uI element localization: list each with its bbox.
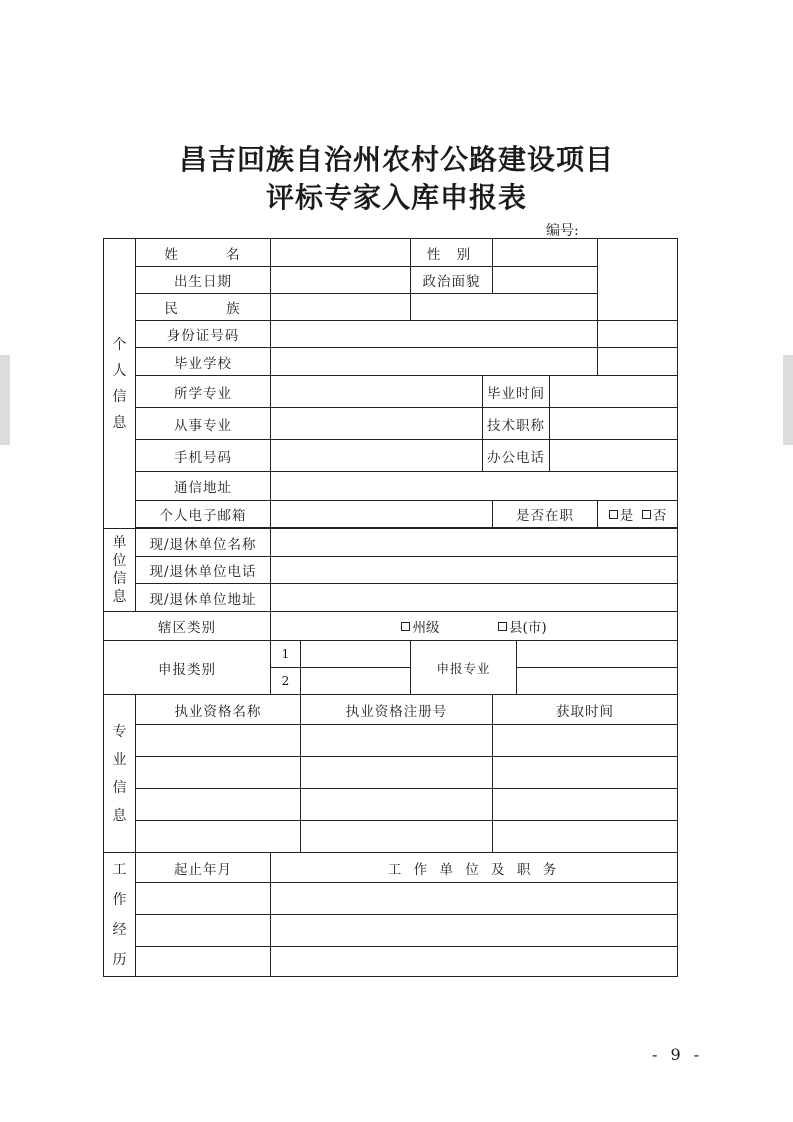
option-yes-label: 是 bbox=[619, 508, 634, 524]
field-apply-category-2[interactable] bbox=[301, 668, 411, 695]
checkbox-county[interactable] bbox=[498, 622, 507, 631]
header-registration-no: 执业资格注册号 bbox=[301, 695, 493, 725]
header-period: 起止年月 bbox=[136, 853, 271, 883]
label-unit-name: 现/退休单位名称 bbox=[136, 529, 271, 557]
field-district[interactable] bbox=[271, 612, 678, 641]
cell-reg-no-4[interactable] bbox=[301, 821, 493, 853]
section-work-history: 工 作 经 历 bbox=[104, 853, 136, 977]
cell-period-3[interactable] bbox=[136, 947, 271, 977]
field-tech-title[interactable] bbox=[550, 408, 678, 440]
field-name[interactable] bbox=[271, 239, 411, 267]
field-apply-major-2[interactable] bbox=[517, 668, 678, 695]
checkbox-prefecture[interactable] bbox=[401, 622, 410, 631]
label-mobile: 手机号码 bbox=[136, 440, 271, 472]
apply-row-number-1: 1 bbox=[271, 641, 301, 668]
cell-time-1[interactable] bbox=[493, 725, 678, 757]
label-address: 通信地址 bbox=[136, 472, 271, 501]
label-tech-title: 技术职称 bbox=[483, 408, 550, 440]
field-political-status[interactable] bbox=[493, 267, 598, 294]
label-school: 毕业学校 bbox=[136, 348, 271, 376]
field-mobile[interactable] bbox=[271, 440, 483, 472]
field-unit-phone[interactable] bbox=[271, 557, 678, 584]
cell-qual-name-4[interactable] bbox=[136, 821, 301, 853]
field-address[interactable] bbox=[271, 472, 678, 501]
field-email[interactable] bbox=[271, 501, 493, 528]
page-number: - 9 - bbox=[652, 1045, 704, 1064]
option-county-label: 县(市) bbox=[509, 620, 547, 636]
cell-qual-name-3[interactable] bbox=[136, 789, 301, 821]
field-id-number[interactable] bbox=[271, 321, 598, 348]
field-office-phone[interactable] bbox=[550, 440, 678, 472]
label-apply-category: 申报类别 bbox=[104, 641, 271, 695]
application-form-table bbox=[103, 238, 678, 977]
field-gender[interactable] bbox=[493, 239, 598, 267]
form-title-line1: 昌吉回族自治州农村公路建设项目 bbox=[178, 143, 614, 176]
label-office-phone: 办公电话 bbox=[483, 440, 550, 472]
checkbox-yes[interactable] bbox=[609, 510, 618, 519]
apply-row-number-2: 2 bbox=[271, 668, 301, 695]
cell-reg-no-3[interactable] bbox=[301, 789, 493, 821]
label-major: 所学专业 bbox=[136, 376, 271, 408]
cell-reg-no-2[interactable] bbox=[301, 757, 493, 789]
header-qualification-name: 执业资格名称 bbox=[136, 695, 301, 725]
label-unit-address: 现/退休单位地址 bbox=[136, 584, 271, 612]
cell-time-4[interactable] bbox=[493, 821, 678, 853]
section-personal-info: 个 人 信 息 bbox=[104, 239, 136, 529]
label-id-number: 身份证号码 bbox=[136, 321, 271, 348]
field-school[interactable] bbox=[271, 348, 598, 376]
label-district: 辖区类别 bbox=[104, 612, 271, 641]
cell-work-1[interactable] bbox=[271, 883, 678, 915]
field-ethnicity-extra[interactable] bbox=[411, 294, 598, 321]
label-name: 姓 名 bbox=[136, 239, 271, 267]
field-apply-major-1[interactable] bbox=[517, 641, 678, 668]
cell-period-1[interactable] bbox=[136, 883, 271, 915]
field-engaged-major[interactable] bbox=[271, 408, 483, 440]
header-work-unit-position: 工 作 单 位 及 职 务 bbox=[271, 853, 678, 883]
label-gender: 性 别 bbox=[411, 239, 493, 267]
field-unit-address[interactable] bbox=[271, 584, 678, 612]
label-grad-time: 毕业时间 bbox=[483, 376, 550, 408]
field-unit-name[interactable] bbox=[271, 529, 678, 557]
field-apply-category-1[interactable] bbox=[301, 641, 411, 668]
cell-qual-name-1[interactable] bbox=[136, 725, 301, 757]
doc-number-label: 编号: bbox=[546, 223, 579, 239]
label-political-status: 政治面貌 bbox=[411, 267, 493, 294]
checkbox-no[interactable] bbox=[642, 510, 651, 519]
option-no-label: 否 bbox=[652, 508, 667, 524]
field-school-end[interactable] bbox=[598, 348, 678, 376]
cell-reg-no-1[interactable] bbox=[301, 725, 493, 757]
cell-work-3[interactable] bbox=[271, 947, 678, 977]
cell-qual-name-2[interactable] bbox=[136, 757, 301, 789]
cell-time-2[interactable] bbox=[493, 757, 678, 789]
label-engaged-major: 从事专业 bbox=[136, 408, 271, 440]
label-birth-date: 出生日期 bbox=[136, 267, 271, 294]
cell-period-2[interactable] bbox=[136, 915, 271, 947]
label-email: 个人电子邮箱 bbox=[136, 501, 271, 528]
label-apply-major: 申报专业 bbox=[411, 641, 517, 695]
photo-box[interactable] bbox=[598, 239, 678, 321]
label-employed: 是否在职 bbox=[493, 501, 598, 528]
header-obtained-time: 获取时间 bbox=[493, 695, 678, 725]
scan-edge-mark bbox=[0, 355, 10, 445]
option-prefecture-label: 州级 bbox=[412, 620, 440, 636]
field-id-number-end[interactable] bbox=[598, 321, 678, 348]
field-birth-date[interactable] bbox=[271, 267, 411, 294]
field-grad-time[interactable] bbox=[550, 376, 678, 408]
form-title-line2: 评标专家入库申报表 bbox=[265, 181, 527, 214]
scan-edge-mark bbox=[783, 355, 793, 445]
section-professional-info: 专 业 信 息 bbox=[104, 695, 136, 853]
field-employed[interactable] bbox=[598, 501, 678, 528]
cell-work-2[interactable] bbox=[271, 915, 678, 947]
label-ethnicity: 民 族 bbox=[136, 294, 271, 321]
section-unit-info: 单 位 信 息 bbox=[104, 529, 136, 612]
field-major[interactable] bbox=[271, 376, 483, 408]
label-unit-phone: 现/退休单位电话 bbox=[136, 557, 271, 584]
field-ethnicity[interactable] bbox=[271, 294, 411, 321]
cell-time-3[interactable] bbox=[493, 789, 678, 821]
